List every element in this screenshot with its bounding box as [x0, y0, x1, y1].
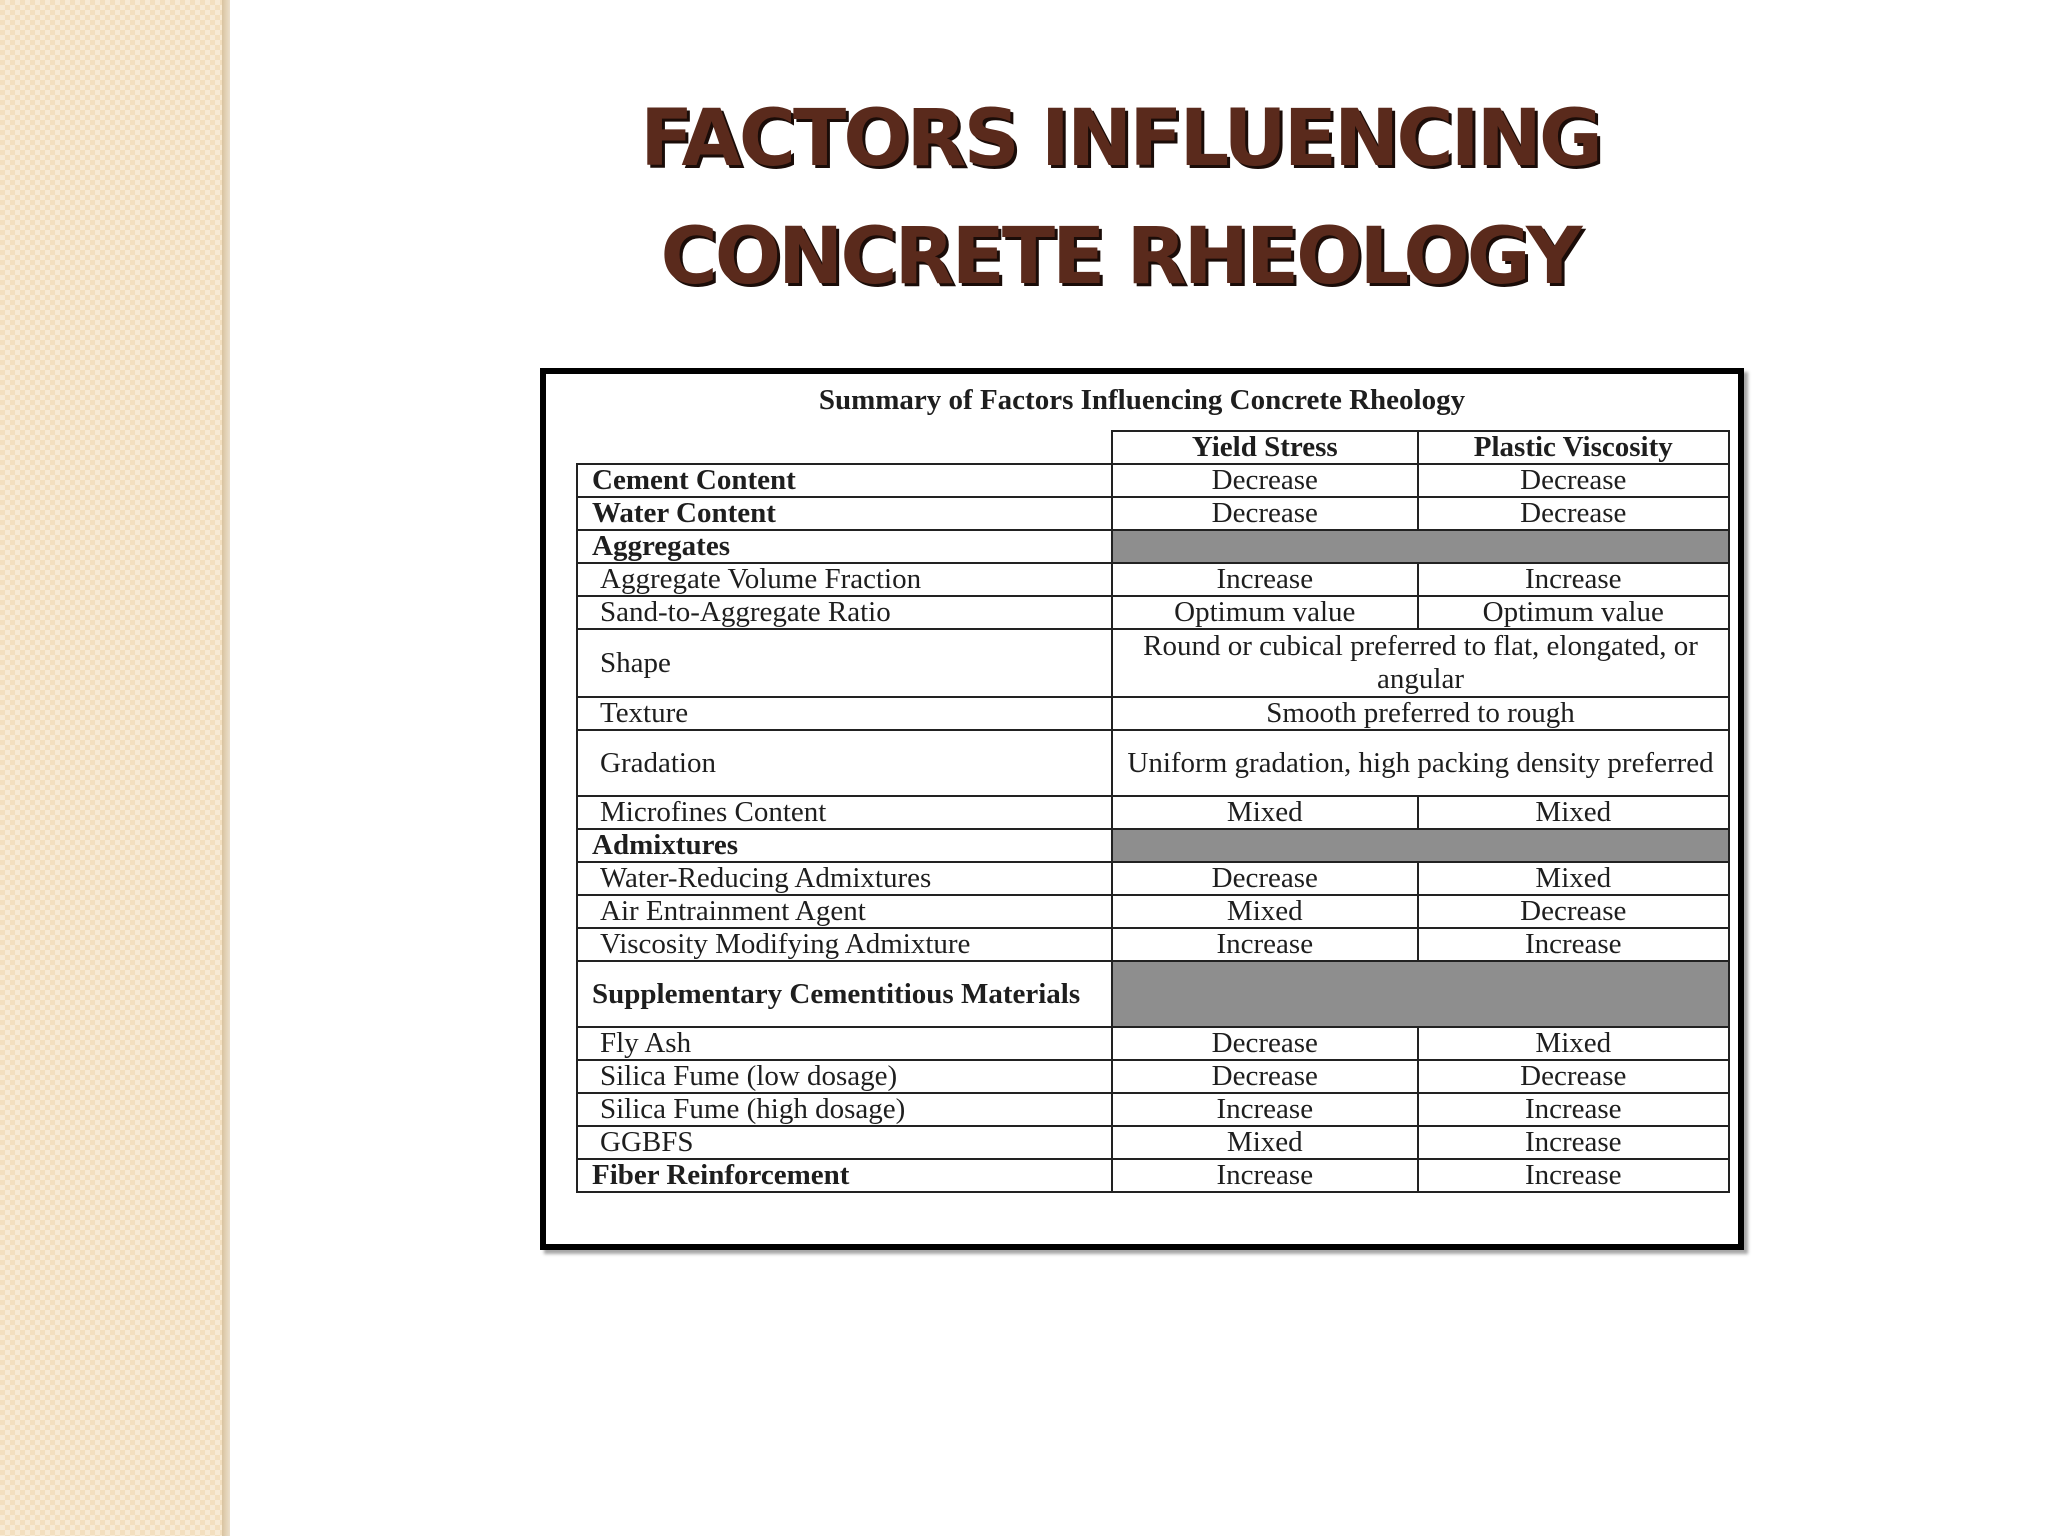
- row-label: Silica Fume (low dosage): [577, 1060, 1112, 1093]
- decorative-side-strip: [0, 0, 222, 1536]
- merged-effect-cell: Round or cubical preferred to flat, elongated, or angular: [1112, 629, 1729, 697]
- title-line-2: CONCRETE RHEOLOGY: [660, 212, 1580, 302]
- title-line-1: FACTORS INFLUENCING: [640, 94, 1600, 184]
- table-row: [577, 730, 1729, 796]
- row-label: Water-Reducing Admixtures: [577, 862, 1112, 895]
- yield-stress-cell: Decrease: [1112, 464, 1417, 497]
- rheology-table: [576, 430, 1730, 1193]
- plastic-viscosity-cell: Increase: [1418, 1159, 1729, 1192]
- table-row: [577, 697, 1729, 730]
- yield-stress-cell: Increase: [1112, 1093, 1417, 1126]
- header-plastic-viscosity: Plastic Viscosity: [1418, 431, 1729, 464]
- table-row: [577, 1159, 1729, 1192]
- side-strip-edge: [222, 0, 230, 1536]
- yield-stress-cell: Increase: [1112, 1159, 1417, 1192]
- section-label: Aggregates: [577, 530, 1112, 563]
- section-shaded-cell: [1112, 961, 1729, 1027]
- yield-stress-cell: Decrease: [1112, 497, 1417, 530]
- row-label: GGBFS: [577, 1126, 1112, 1159]
- section-shaded-cell: [1112, 829, 1729, 862]
- merged-effect-cell: Smooth preferred to rough: [1112, 697, 1729, 730]
- row-label: Shape: [577, 629, 1112, 697]
- plastic-viscosity-cell: Increase: [1418, 563, 1729, 596]
- header-row: [577, 431, 1729, 464]
- plastic-viscosity-cell: Increase: [1418, 928, 1729, 961]
- yield-stress-cell: Mixed: [1112, 796, 1417, 829]
- table-row: [577, 629, 1729, 697]
- plastic-viscosity-cell: Decrease: [1418, 464, 1729, 497]
- plastic-viscosity-cell: Decrease: [1418, 497, 1729, 530]
- section-row: [577, 961, 1729, 1027]
- table-row: [577, 497, 1729, 530]
- plastic-viscosity-cell: Mixed: [1418, 796, 1729, 829]
- table-row: [577, 596, 1729, 629]
- yield-stress-cell: Mixed: [1112, 895, 1417, 928]
- yield-stress-cell: Decrease: [1112, 1060, 1417, 1093]
- table-figure: [540, 368, 1744, 1250]
- table-row: [577, 1093, 1729, 1126]
- row-label: Water Content: [577, 497, 1112, 530]
- yield-stress-cell: Increase: [1112, 928, 1417, 961]
- yield-stress-cell: Mixed: [1112, 1126, 1417, 1159]
- table-row: [577, 862, 1729, 895]
- plastic-viscosity-cell: Mixed: [1418, 862, 1729, 895]
- row-label: Fiber Reinforcement: [577, 1159, 1112, 1192]
- row-label: Microfines Content: [577, 796, 1112, 829]
- table-row: [577, 563, 1729, 596]
- table-row: [577, 1126, 1729, 1159]
- plastic-viscosity-cell: Increase: [1418, 1126, 1729, 1159]
- plastic-viscosity-cell: Optimum value: [1418, 596, 1729, 629]
- header-corner: [577, 431, 1112, 464]
- row-label: Fly Ash: [577, 1027, 1112, 1060]
- plastic-viscosity-cell: Decrease: [1418, 1060, 1729, 1093]
- table-row: [577, 464, 1729, 497]
- merged-effect-cell: Uniform gradation, high packing density preferred: [1112, 730, 1729, 796]
- table-caption: Summary of Factors Influencing Concrete Rheology: [818, 384, 1466, 416]
- section-row: [577, 530, 1729, 563]
- row-label: Texture: [577, 697, 1112, 730]
- table-row: [577, 1060, 1729, 1093]
- yield-stress-cell: Increase: [1112, 563, 1417, 596]
- yield-stress-cell: Decrease: [1112, 1027, 1417, 1060]
- table-row: [577, 1027, 1729, 1060]
- row-label: Sand-to-Aggregate Ratio: [577, 596, 1112, 629]
- row-label: Aggregate Volume Fraction: [577, 563, 1112, 596]
- row-label: Cement Content: [577, 464, 1112, 497]
- row-label: Air Entrainment Agent: [577, 895, 1112, 928]
- section-shaded-cell: [1112, 530, 1729, 563]
- table-row: [577, 796, 1729, 829]
- section-label: Admixtures: [577, 829, 1112, 862]
- section-label: Supplementary Cementitious Materials: [577, 961, 1112, 1027]
- header-yield-stress: Yield Stress: [1112, 431, 1417, 464]
- table-row: [577, 895, 1729, 928]
- yield-stress-cell: Optimum value: [1112, 596, 1417, 629]
- yield-stress-cell: Decrease: [1112, 862, 1417, 895]
- row-label: Viscosity Modifying Admixture: [577, 928, 1112, 961]
- plastic-viscosity-cell: Decrease: [1418, 895, 1729, 928]
- row-label: Gradation: [577, 730, 1112, 796]
- plastic-viscosity-cell: Increase: [1418, 1093, 1729, 1126]
- table-row: [577, 928, 1729, 961]
- row-label: Silica Fume (high dosage): [577, 1093, 1112, 1126]
- plastic-viscosity-cell: Mixed: [1418, 1027, 1729, 1060]
- section-row: [577, 829, 1729, 862]
- slide-title: [300, 80, 1940, 316]
